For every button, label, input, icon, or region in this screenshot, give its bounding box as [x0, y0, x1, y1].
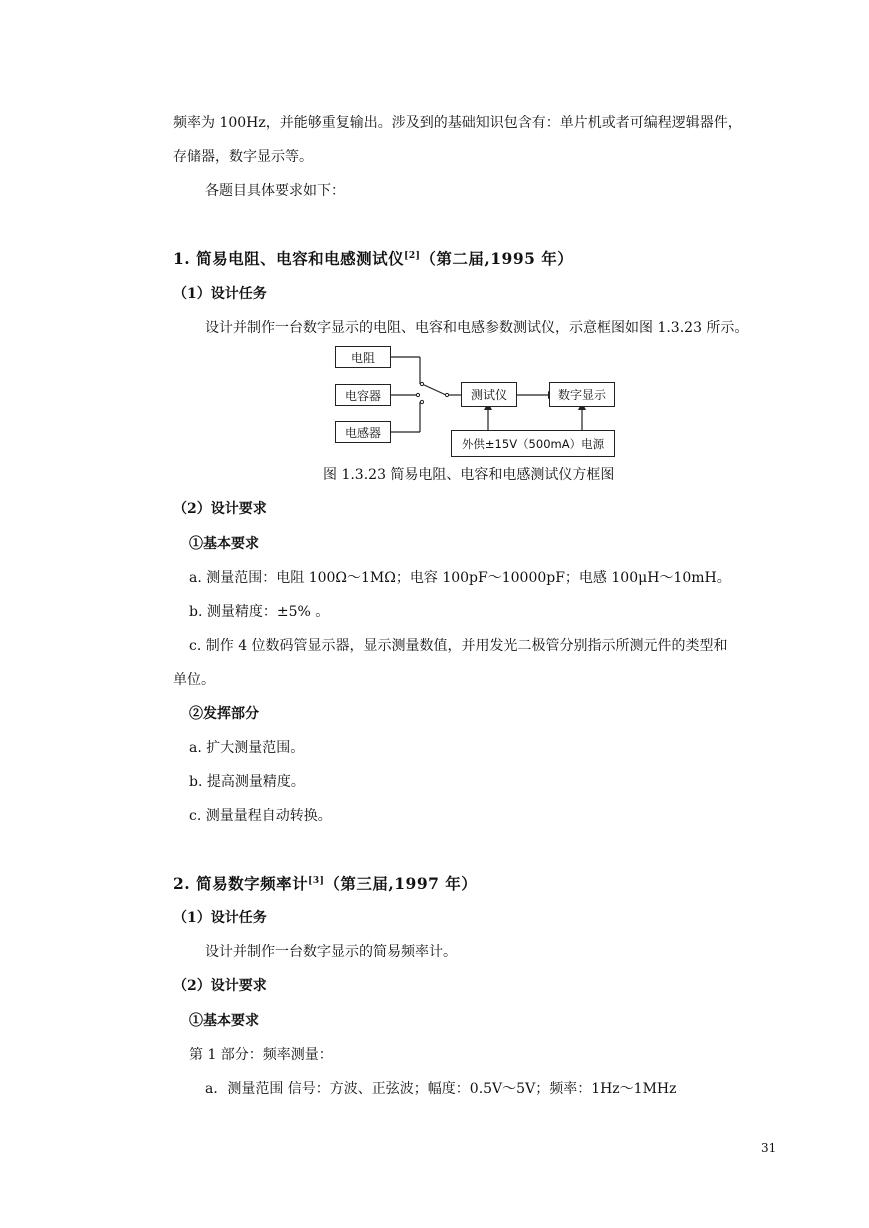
capacitor-box: 电容器	[335, 384, 391, 406]
section-1-extra-a: a. 扩大测量范围。	[189, 740, 305, 756]
section-1-basic-heading: ①基本要求	[189, 536, 259, 552]
section-1-basic-b: b. 测量精度：±5% 。	[189, 604, 330, 620]
section-1-title	[173, 249, 573, 269]
intro-line-3: 各题目具体要求如下：	[205, 183, 345, 199]
section-2-title	[173, 874, 477, 894]
digital-display-box: 数字显示	[549, 382, 615, 407]
section-2-title-suffix: （第三届,1997 年）	[324, 874, 478, 893]
section-2-task-text: 设计并制作一台数字显示的简易频率计。	[205, 944, 457, 960]
page-number: 31	[761, 1141, 777, 1155]
intro-line-2: 存储器，数字显示等。	[173, 149, 313, 165]
section-1-extra-b: b. 提高测量精度。	[189, 774, 305, 790]
section-1-basic-c-line-1: c. 制作 4 位数码管显示器，显示测量数值，并用发光二极管分别指示所测元件的类型和	[189, 638, 728, 654]
section-1-basic-a: a. 测量范围：电阻 100Ω～1MΩ；电容 100pF～10000pF；电感 100μH～10mH。	[189, 570, 731, 586]
section-1-title-suffix: （第二届,1995 年）	[420, 249, 574, 268]
section-2-title-text: 2. 简易数字频率计	[173, 874, 309, 893]
block-diagram	[320, 338, 630, 462]
section-2-req-heading: （2）设计要求	[173, 978, 267, 994]
inductor-box: 电感器	[335, 421, 391, 443]
section-1-basic-c-line-2: 单位。	[173, 672, 215, 688]
section-2-part-1: 第 1 部分：频率测量：	[189, 1047, 333, 1063]
section-1-task-text: 设计并制作一台数字显示的电阻、电容和电感参数测试仪，示意框图如图 1.3.23 所示。	[205, 320, 749, 336]
section-2-ref: [3]	[308, 876, 325, 886]
section-2-part-1-a: a．测量范围 信号：方波、正弦波；幅度：0.5V～5V；频率：1Hz～1MHz	[205, 1081, 677, 1097]
intro-line-1: 频率为 100Hz，并能够重复输出。涉及到的基础知识包含有：单片机或者可编程逻辑器件，	[173, 115, 742, 131]
section-1-ref: [2]	[404, 251, 421, 261]
tester-box: 测试仪	[461, 382, 517, 407]
figure-caption: 图 1.3.23 简易电阻、电容和电感测试仪方框图	[323, 467, 615, 483]
power-supply-box: 外供±15V（500mA）电源	[451, 430, 615, 457]
section-1-extra-c: c. 测量量程自动转换。	[189, 808, 332, 824]
section-2-task-heading: （1）设计任务	[173, 910, 267, 926]
section-1-task-heading: （1）设计任务	[173, 286, 267, 302]
section-1-extra-heading: ②发挥部分	[189, 706, 259, 722]
resistor-box: 电阻	[335, 346, 391, 368]
section-2-basic-heading: ①基本要求	[189, 1013, 259, 1029]
section-1-title-text: 1. 简易电阻、电容和电感测试仪	[173, 249, 405, 268]
section-1-req-heading: （2）设计要求	[173, 501, 267, 517]
